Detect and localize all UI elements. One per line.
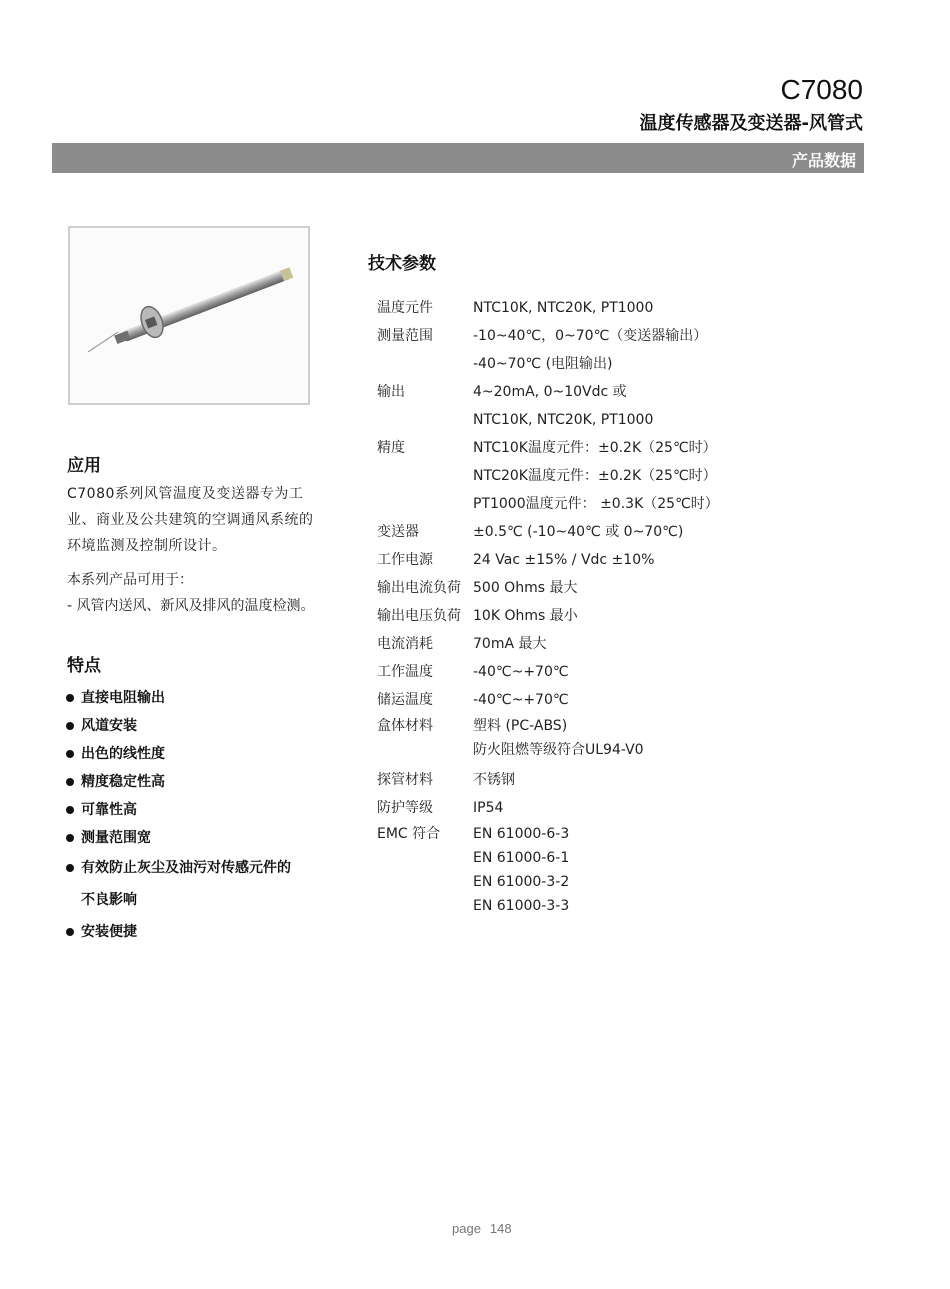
spec-label: 储运温度 — [377, 692, 433, 708]
application-line: 业、商业及公共建筑的空调通风系统的 — [67, 512, 314, 528]
feature-item: 安装便捷 — [66, 916, 291, 948]
spec-value: -10~40℃，0~70℃（变送器输出） — [473, 328, 708, 344]
application-uses — [67, 567, 315, 619]
spec-row — [377, 378, 797, 434]
spec-values — [473, 434, 797, 518]
application-text — [67, 481, 314, 559]
feature-item: 有效防止灰尘及油污对传感元件的 不良影响 — [66, 852, 291, 916]
product-model: C7080 — [780, 74, 863, 105]
spec-label: 输出电流负荷 — [377, 580, 461, 596]
bullet-icon — [66, 694, 74, 702]
spec-value: -40℃~+70℃ — [473, 692, 569, 708]
band-label: 产品数据 — [791, 151, 856, 170]
spec-values — [473, 766, 797, 794]
spec-row — [377, 434, 797, 518]
spec-value: 10K Ohms 最小 — [473, 608, 578, 624]
spec-values — [473, 378, 797, 434]
spec-value: EN 61000-3-2 — [473, 874, 570, 890]
spec-value: 塑料 (PC-ABS) — [473, 718, 568, 734]
spec-value: EN 61000-6-3 — [473, 826, 570, 842]
spec-label: 工作温度 — [377, 664, 433, 680]
application-line: 环境监测及控制所设计。 — [67, 538, 227, 554]
spec-row — [377, 686, 797, 714]
spec-row — [377, 518, 797, 546]
spec-label: 电流消耗 — [377, 636, 433, 652]
uses-title: 本系列产品可用于： — [67, 572, 193, 588]
spec-values — [473, 794, 797, 822]
spec-value: NTC20K温度元件：±0.2K（25℃时） — [473, 468, 717, 484]
application-line: C7080系列风管温度及变送器专为工 — [67, 486, 304, 502]
specs-title: 技术参数 — [368, 254, 436, 274]
spec-value: -40℃~+70℃ — [473, 664, 569, 680]
feature-item: 可靠性高 — [66, 796, 291, 824]
bullet-icon — [66, 834, 74, 842]
spec-value: 4~20mA, 0~10Vdc 或 — [473, 384, 627, 400]
header-band — [52, 143, 864, 173]
product-subtitle: 温度传感器及变送器-风管式 — [639, 113, 863, 134]
spec-value: 70mA 最大 — [473, 636, 547, 652]
spec-value: IP54 — [473, 800, 504, 816]
spec-values — [473, 822, 797, 918]
product-photo — [68, 226, 310, 405]
spec-values — [473, 322, 797, 378]
features-title: 特点 — [67, 656, 101, 676]
spec-label: 探管材料 — [377, 772, 433, 788]
spec-row — [377, 322, 797, 378]
spec-values — [473, 546, 797, 574]
spec-label: 温度元件 — [377, 300, 433, 316]
spec-label: 盒体材料 — [377, 718, 433, 734]
page-footer — [452, 1221, 512, 1236]
spec-value: EN 61000-6-1 — [473, 850, 570, 866]
application-title: 应用 — [67, 456, 101, 476]
spec-row — [377, 794, 797, 822]
spec-value: NTC10K, NTC20K, PT1000 — [473, 412, 654, 428]
spec-value: PT1000温度元件： ±0.3K（25℃时） — [473, 496, 719, 512]
spec-values — [473, 686, 797, 714]
bullet-icon — [66, 864, 74, 872]
spec-label: EMC 符合 — [377, 826, 441, 842]
spec-row — [377, 822, 797, 918]
bullet-icon — [66, 806, 74, 814]
spec-values — [473, 294, 797, 322]
spec-label: 测量范围 — [377, 328, 433, 344]
spec-table — [377, 294, 797, 918]
spec-label: 工作电源 — [377, 552, 433, 568]
spec-row — [377, 658, 797, 686]
spec-value: EN 61000-3-3 — [473, 898, 570, 914]
spec-row — [377, 630, 797, 658]
uses-item: - 风管内送风、新风及排风的温度检测。 — [67, 598, 315, 614]
spec-value: 不锈钢 — [473, 772, 515, 788]
spec-values — [473, 714, 797, 762]
bullet-icon — [66, 722, 74, 730]
spec-row — [377, 602, 797, 630]
spec-value: ±0.5℃ (-10~40℃ 或 0~70℃) — [473, 524, 684, 540]
feature-item: 出色的线性度 — [66, 740, 291, 768]
spec-label: 输出电压负荷 — [377, 608, 461, 624]
feature-item: 直接电阻输出 — [66, 684, 291, 712]
spec-value: NTC10K温度元件：±0.2K（25℃时） — [473, 440, 717, 456]
spec-label: 防护等级 — [377, 800, 433, 816]
feature-item: 精度稳定性高 — [66, 768, 291, 796]
feature-list — [66, 684, 291, 948]
bullet-icon — [66, 778, 74, 786]
spec-row — [377, 714, 797, 762]
spec-row — [377, 546, 797, 574]
feature-item: 风道安装 — [66, 712, 291, 740]
spec-values — [473, 630, 797, 658]
spec-value: NTC10K, NTC20K, PT1000 — [473, 300, 654, 316]
spec-value: 24 Vac ±15% / Vdc ±10% — [473, 552, 655, 568]
spec-values — [473, 574, 797, 602]
spec-label: 变送器 — [377, 524, 419, 540]
bullet-icon — [66, 928, 74, 936]
spec-row — [377, 574, 797, 602]
bullet-icon — [66, 750, 74, 758]
spec-value: -40~70℃ (电阻输出) — [473, 356, 613, 372]
page-label: page — [452, 1221, 481, 1236]
spec-row — [377, 766, 797, 794]
feature-item: 测量范围宽 — [66, 824, 291, 852]
spec-values — [473, 518, 797, 546]
spec-value: 500 Ohms 最大 — [473, 580, 578, 596]
spec-values — [473, 602, 797, 630]
duct-temperature-sensor-photo — [70, 228, 308, 403]
spec-row — [377, 294, 797, 322]
spec-label: 输出 — [377, 384, 405, 400]
spec-label: 精度 — [377, 440, 405, 456]
spec-values — [473, 658, 797, 686]
page-number: 148 — [489, 1221, 512, 1236]
spec-value: 防火阻燃等级符合UL94-V0 — [473, 742, 644, 758]
